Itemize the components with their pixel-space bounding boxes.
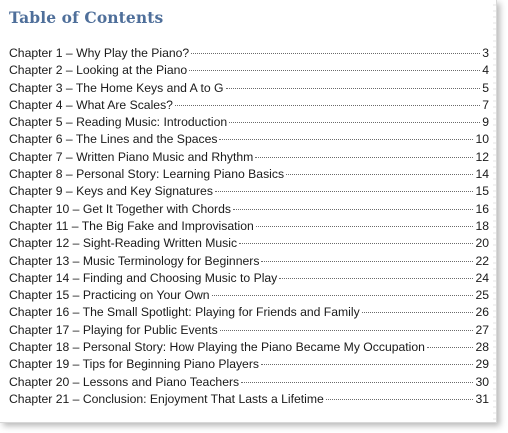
toc-entry-page-number: 18 <box>475 218 489 233</box>
toc-entry-chapter-16[interactable] <box>9 305 489 322</box>
toc-entry-chapter-18[interactable] <box>9 340 489 357</box>
toc-entry-page-number: 5 <box>482 80 489 95</box>
dot-leader <box>239 243 473 244</box>
dot-leader <box>279 278 473 279</box>
toc-entry-label: Chapter 11 – The Big Fake and Improvisation <box>9 218 254 233</box>
toc-entry-chapter-7[interactable] <box>9 150 489 167</box>
toc-entry-chapter-10[interactable] <box>9 202 489 219</box>
toc-entry-label: Chapter 14 – Finding and Choosing Music to Play <box>9 270 278 285</box>
toc-entry-label: Chapter 4 – What Are Scales? <box>9 97 173 112</box>
toc-entry-label: Chapter 12 – Sight-Reading Written Music <box>9 236 238 251</box>
dot-leader <box>326 399 474 400</box>
toc-entry-chapter-6[interactable] <box>9 132 489 149</box>
toc-entry-page-number: 3 <box>482 46 489 60</box>
dot-leader <box>175 105 480 106</box>
toc-entry-label: Chapter 9 – Keys and Key Signatures <box>9 184 213 199</box>
dot-leader <box>215 191 474 192</box>
dot-leader <box>189 70 480 71</box>
toc-entry-chapter-3[interactable] <box>9 81 489 98</box>
toc-entry-page-number: 31 <box>475 391 489 406</box>
dot-leader <box>191 53 480 54</box>
toc-entry-label: Chapter 16 – The Small Spotlight: Playing for Friends and Family <box>9 305 360 320</box>
dot-leader <box>286 174 473 175</box>
toc-entry-chapter-17[interactable] <box>9 323 489 340</box>
toc-entry-chapter-13[interactable] <box>9 254 489 271</box>
toc-entry-label: Chapter 13 – Music Terminology for Beginners <box>9 253 260 268</box>
toc-entry-label: Chapter 1 – Why Play the Piano? <box>9 46 190 60</box>
toc-entry-page-number: 30 <box>475 374 489 389</box>
toc-entry-label: Chapter 2 – Looking at the Piano <box>9 63 188 78</box>
dot-leader <box>427 347 473 348</box>
toc-entry-label: Chapter 5 – Reading Music: Introduction <box>9 115 228 130</box>
toc-entry-chapter-4[interactable] <box>9 98 489 115</box>
dot-leader <box>241 382 473 383</box>
toc-entry-chapter-8[interactable] <box>9 167 489 184</box>
toc-entry-label: Chapter 20 – Lessons and Piano Teachers <box>9 374 240 389</box>
toc-entry-chapter-21[interactable] <box>9 392 489 409</box>
toc-entry-page-number: 29 <box>475 357 489 372</box>
toc-entry-label: Chapter 3 – The Home Keys and A to G <box>9 80 224 95</box>
dot-leader <box>233 209 473 210</box>
toc-entry-chapter-12[interactable] <box>9 236 489 253</box>
toc-entry-page-number: 9 <box>482 115 489 130</box>
toc-entry-label: Chapter 19 – Tips for Beginning Piano Players <box>9 357 259 372</box>
toc-entry-label: Chapter 8 – Personal Story: Learning Piano Basics <box>9 167 285 182</box>
toc-entry-page-number: 25 <box>475 288 489 303</box>
toc-entry-label: Chapter 6 – The Lines and the Spaces <box>9 132 218 147</box>
toc-list <box>9 46 489 409</box>
dot-leader <box>261 261 473 262</box>
dot-leader <box>256 226 474 227</box>
toc-entry-label: Chapter 10 – Get It Together with Chords <box>9 201 231 216</box>
toc-entry-label: Chapter 7 – Written Piano Music and Rhythm <box>9 149 254 164</box>
toc-entry-page-number: 4 <box>482 63 489 78</box>
toc-entry-chapter-14[interactable] <box>9 271 489 288</box>
toc-entry-page-number: 10 <box>475 132 489 147</box>
toc-entry-page-number: 27 <box>475 322 489 337</box>
toc-entry-page-number: 26 <box>475 305 489 320</box>
toc-entry-page-number: 28 <box>475 340 489 355</box>
toc-entry-chapter-1[interactable] <box>9 46 489 63</box>
toc-entry-page-number: 15 <box>475 184 489 199</box>
dot-leader <box>219 139 473 140</box>
toc-entry-page-number: 16 <box>475 201 489 216</box>
toc-entry-label: Chapter 18 – Personal Story: How Playing the Piano Became My Occupation <box>9 340 425 355</box>
toc-entry-chapter-19[interactable] <box>9 357 489 374</box>
dot-leader <box>261 364 473 365</box>
toc-entry-chapter-20[interactable] <box>9 375 489 392</box>
toc-entry-page-number: 20 <box>475 236 489 251</box>
toc-entry-page-number: 22 <box>475 253 489 268</box>
toc-entry-label: Chapter 17 – Playing for Public Events <box>9 322 218 337</box>
dot-leader <box>229 122 480 123</box>
toc-entry-page-number: 7 <box>482 97 489 112</box>
toc-entry-chapter-15[interactable] <box>9 288 489 305</box>
dot-leader <box>212 295 474 296</box>
toc-entry-page-number: 12 <box>475 149 489 164</box>
dot-leader <box>362 312 474 313</box>
toc-entry-chapter-11[interactable] <box>9 219 489 236</box>
dot-leader <box>220 330 474 331</box>
toc-entry-chapter-2[interactable] <box>9 63 489 80</box>
toc-entry-chapter-9[interactable] <box>9 184 489 201</box>
page-title: Table of Contents <box>9 8 164 27</box>
toc-entry-chapter-5[interactable] <box>9 115 489 132</box>
toc-entry-label: Chapter 21 – Conclusion: Enjoyment That Lasts a Lifetime <box>9 391 324 406</box>
dot-leader <box>255 157 473 158</box>
toc-entry-page-number: 14 <box>475 167 489 182</box>
dot-leader <box>226 88 481 89</box>
toc-entry-page-number: 24 <box>475 270 489 285</box>
toc-entry-label: Chapter 15 – Practicing on Your Own <box>9 288 210 303</box>
